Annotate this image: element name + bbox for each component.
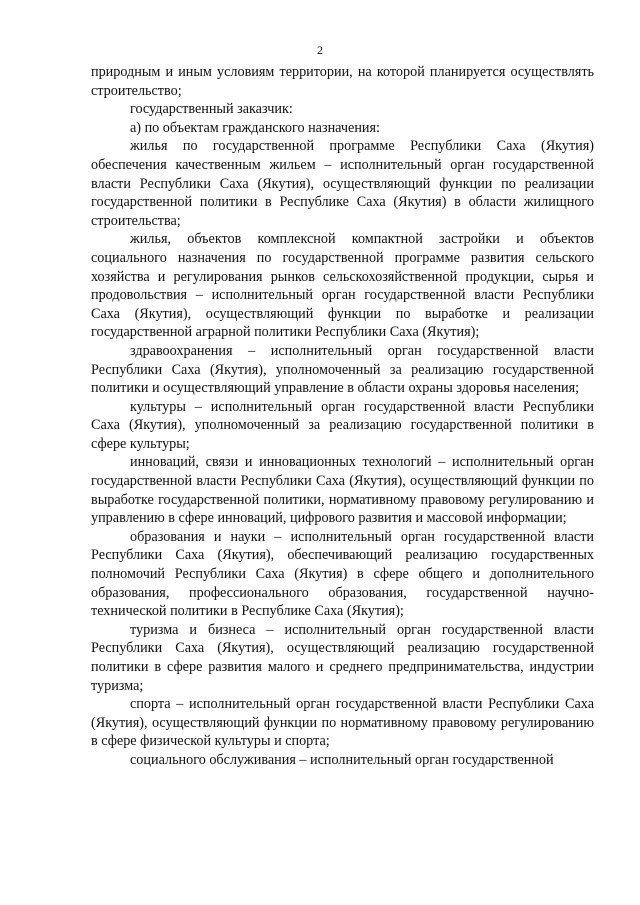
document-body [91,63,594,770]
paragraph: государственный заказчик: [130,101,293,118]
paragraph: культуры – исполнительный орган государственной власти Республики Саха (Якутия), уполномоченный за реализацию государственной политики в сфере культуры; [91,398,594,452]
paragraph: туризма и бизнеса – исполнительный орган государственной власти Республики Саха (Якутия), осуществляющий реализацию государственной политики в сфере развития малого и среднего предпринимательства, индустрии туризма; [91,621,594,694]
paragraph: природным и иным условиям территории, на которой планируется осуществлять строительство; [91,64,594,99]
paragraph: здравоохранения – исполнительный орган государственной власти Республики Саха (Якутия), уполномоченный за реализацию государственной политики и осуществляющий управление в области охраны здоровья населения; [91,342,594,397]
paragraph: а) по объектам гражданского назначения: [130,119,380,136]
paragraph: жилья, объектов комплексной компактной застройки и объектов социального назначения по государственной программе развития сельского хозяйства и регулирования рынков сельскохозяйственной продукции, сырья и продовольствия – исполнительный орган государственной власти Республики Саха (Якутия), осуществляющий функции по выработке и реализации государственной аграрной политики Республики Саха (Якутия); [91,231,594,341]
paragraph: спорта – исполнительный орган государственной власти Республики Саха (Якутия), осуществляющий функции по нормативному правовому регулированию в сфере физической культуры и спорта; [91,696,594,750]
paragraph: социального обслуживания – исполнительный орган государственной [130,751,554,768]
page-number: 2 [317,43,323,57]
paragraph: жилья по государственной программе Республики Саха (Якутия) обеспечения качественным жильем – исполнительный орган государственной власти Республики Саха (Якутия), осуществляющий функции по реализации государственной политики в Республике Саха (Якутия) в области жилищного строительства; [91,138,594,229]
paragraph: инноваций, связи и инновационных технологий – исполнительный орган государственной власти Республики Саха (Якутия), осуществляющий функции по выработке государственной политики, нормативному правовому регулированию и управлению в сфере инноваций, цифрового развития и массовой информации; [91,454,594,527]
paragraph: образования и науки – исполнительный орган государственной власти Республики Саха (Якутия), обеспечивающий реализацию государственных полномочий Республики Саха (Якутия) в сфере общего и дополнительного образования, профессионального образования, государственной научно-технической политики в Республике Саха (Якутия); [91,528,594,620]
